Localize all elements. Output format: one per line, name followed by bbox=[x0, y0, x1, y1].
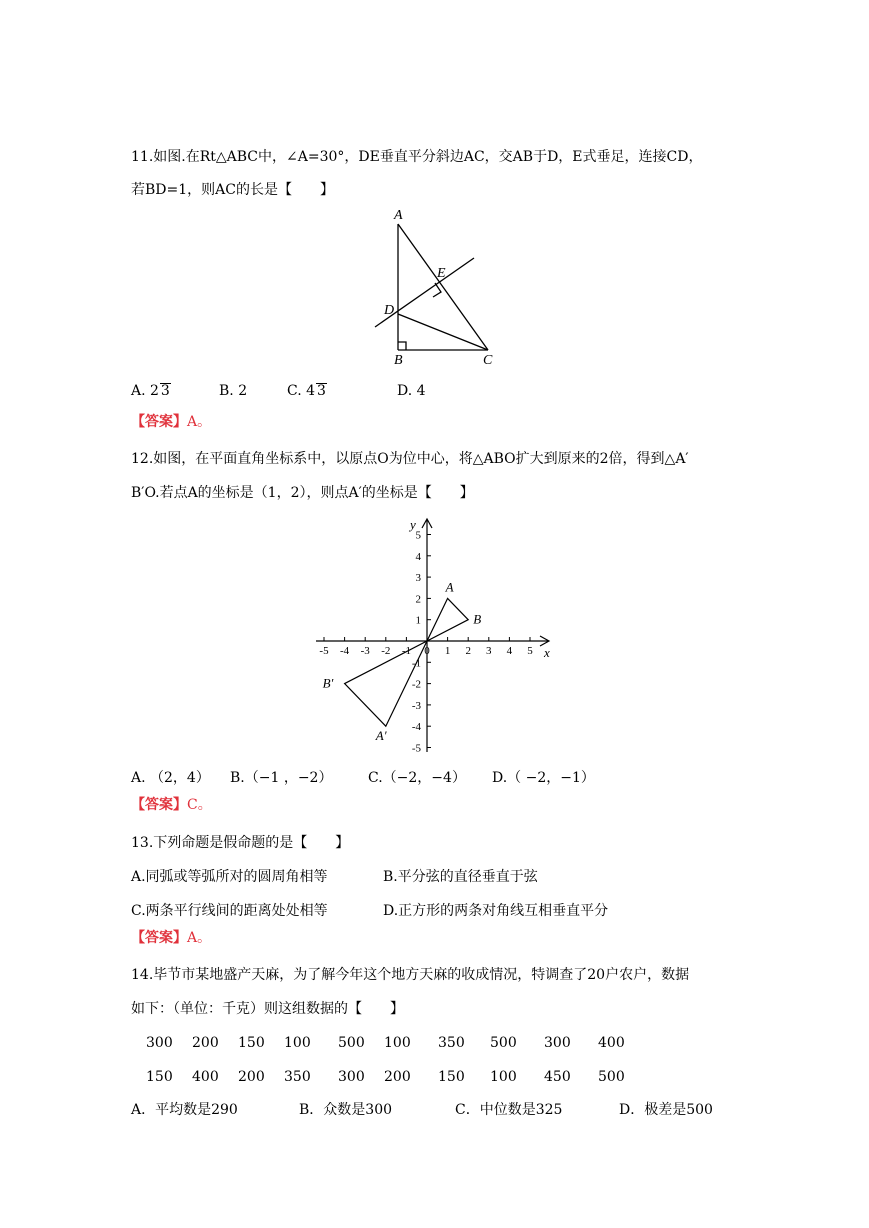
data-cell: 400 bbox=[598, 1035, 625, 1051]
data-cell: 500 bbox=[598, 1069, 625, 1085]
point-label: A bbox=[445, 579, 454, 595]
data-cell: 300 bbox=[146, 1035, 173, 1051]
x-tick-label: 5 bbox=[527, 645, 533, 657]
data-cell: 100 bbox=[284, 1035, 311, 1051]
data-cell: 150 bbox=[438, 1069, 465, 1085]
data-cell: 150 bbox=[238, 1035, 265, 1051]
x-tick-label: -2 bbox=[381, 645, 391, 657]
x-tick-label: 0 bbox=[424, 645, 430, 657]
data-cell: 150 bbox=[146, 1069, 173, 1085]
q13-option-a: A.同弧或等弧所对的圆周角相等 bbox=[131, 869, 328, 885]
q13-option-b: B.平分弦的直径垂直于弦 bbox=[383, 869, 538, 885]
q14-text-line1: 14.毕节市某地盛产天麻，为了解今年这个地方天麻的收成情况，特调查了20户农户，数据 bbox=[131, 967, 690, 983]
point-label: B′ bbox=[322, 675, 334, 691]
q13-option-c: C.两条平行线间的距离处处相等 bbox=[131, 903, 328, 919]
y-tick-label: 5 bbox=[415, 529, 421, 542]
x-tick-label: -5 bbox=[319, 645, 329, 657]
data-cell: 350 bbox=[438, 1035, 465, 1051]
point-label: A′ bbox=[375, 728, 387, 744]
q14-option-d: D．极差是500 bbox=[619, 1102, 713, 1118]
x-tick-label: 3 bbox=[486, 645, 492, 657]
q11-answer: 【答案】A。 bbox=[131, 414, 212, 430]
sqrt-symbol: 3 bbox=[317, 383, 326, 399]
q14-text-line2: 如下：（单位：千克）则这组数据的【 】 bbox=[131, 1001, 404, 1017]
q11-option-d: D. 4 bbox=[397, 383, 426, 399]
data-cell: 100 bbox=[490, 1069, 517, 1085]
y-tick-label: -1 bbox=[411, 657, 421, 670]
q13-text-line1: 13.下列命题是假命题的是【 】 bbox=[131, 835, 350, 851]
x-tick-label: 4 bbox=[506, 645, 513, 657]
q12-option-a: A. （2，4） bbox=[131, 770, 210, 786]
data-cell: 200 bbox=[384, 1069, 411, 1085]
x-tick-label: 2 bbox=[465, 645, 471, 657]
q13-option-d: D.正方形的两条对角线互相垂直平分 bbox=[383, 903, 609, 919]
q11-option-c: C. 4 3 bbox=[287, 383, 326, 399]
q11-option-a: A. 2 3 bbox=[131, 383, 170, 399]
q11-text-line2: 若BD=1，则AC的长是【 】 bbox=[131, 182, 334, 198]
q12-option-b: B.（−1 ，−2） bbox=[230, 770, 333, 786]
q11-label-E: E bbox=[437, 266, 446, 281]
data-cell: 500 bbox=[490, 1035, 517, 1051]
q12-text-line2: B′O.若点A的坐标是（1，2），则点A′的坐标是【 】 bbox=[131, 485, 474, 501]
x-tick-label: -1 bbox=[401, 645, 411, 657]
data-cell: 500 bbox=[338, 1035, 365, 1051]
x-axis-label: x bbox=[544, 645, 550, 660]
y-tick-label: 2 bbox=[415, 593, 421, 606]
y-axis-arrow bbox=[422, 519, 432, 528]
q12-option-c: C.（−2，−4） bbox=[368, 770, 466, 786]
q14-option-a: A．平均数是290 bbox=[131, 1102, 238, 1118]
point-label: B bbox=[473, 611, 482, 627]
x-tick-label: 1 bbox=[444, 645, 451, 657]
data-cell: 350 bbox=[284, 1069, 311, 1085]
data-cell: 100 bbox=[384, 1035, 411, 1051]
data-cell: 400 bbox=[192, 1069, 219, 1085]
y-tick-label: 4 bbox=[415, 550, 421, 563]
q14-option-c: C．中位数是325 bbox=[455, 1102, 563, 1118]
q12-option-d: D.（ −2，−1） bbox=[492, 770, 595, 786]
y-axis-label: y bbox=[410, 517, 416, 532]
y-tick-label: 3 bbox=[415, 572, 421, 585]
y-tick-label: -4 bbox=[411, 721, 421, 734]
data-cell: 450 bbox=[544, 1069, 571, 1085]
q11-label-A: A bbox=[394, 208, 403, 223]
triangle bbox=[427, 598, 468, 641]
q12-text-line1: 12.如图，在平面直角坐标系中，以原点O为位中心，将△ABO扩大到原来的2倍，得到△A′ bbox=[131, 451, 689, 467]
x-axis-arrow bbox=[540, 636, 549, 646]
data-cell: 200 bbox=[238, 1069, 265, 1085]
x-tick-label: -3 bbox=[360, 645, 370, 657]
data-cell: 200 bbox=[192, 1035, 219, 1051]
y-tick-label: -5 bbox=[411, 742, 421, 755]
x-tick-label: -4 bbox=[340, 645, 350, 657]
y-tick-label: 1 bbox=[415, 614, 421, 627]
sqrt-symbol: 3 bbox=[160, 383, 170, 399]
q11-label-B: B bbox=[394, 353, 403, 368]
data-cell: 300 bbox=[544, 1035, 571, 1051]
q13-answer: 【答案】A。 bbox=[131, 930, 212, 946]
q12-answer: 【答案】C。 bbox=[131, 797, 212, 813]
q11-label-C: C bbox=[483, 353, 493, 368]
q11-option-b: B. 2 bbox=[219, 383, 248, 399]
q11-label-D: D bbox=[384, 303, 395, 318]
data-cell: 300 bbox=[338, 1069, 365, 1085]
q14-option-b: B．众数是300 bbox=[299, 1102, 393, 1118]
triangle bbox=[345, 641, 427, 726]
y-tick-label: -2 bbox=[411, 678, 421, 691]
y-tick-label: -3 bbox=[411, 699, 421, 712]
q11-text-line1: 11.如图.在Rt△ABC中，∠A=30°，DE垂直平分斜边AC，交AB于D，E式垂足，连接CD， bbox=[131, 149, 703, 165]
